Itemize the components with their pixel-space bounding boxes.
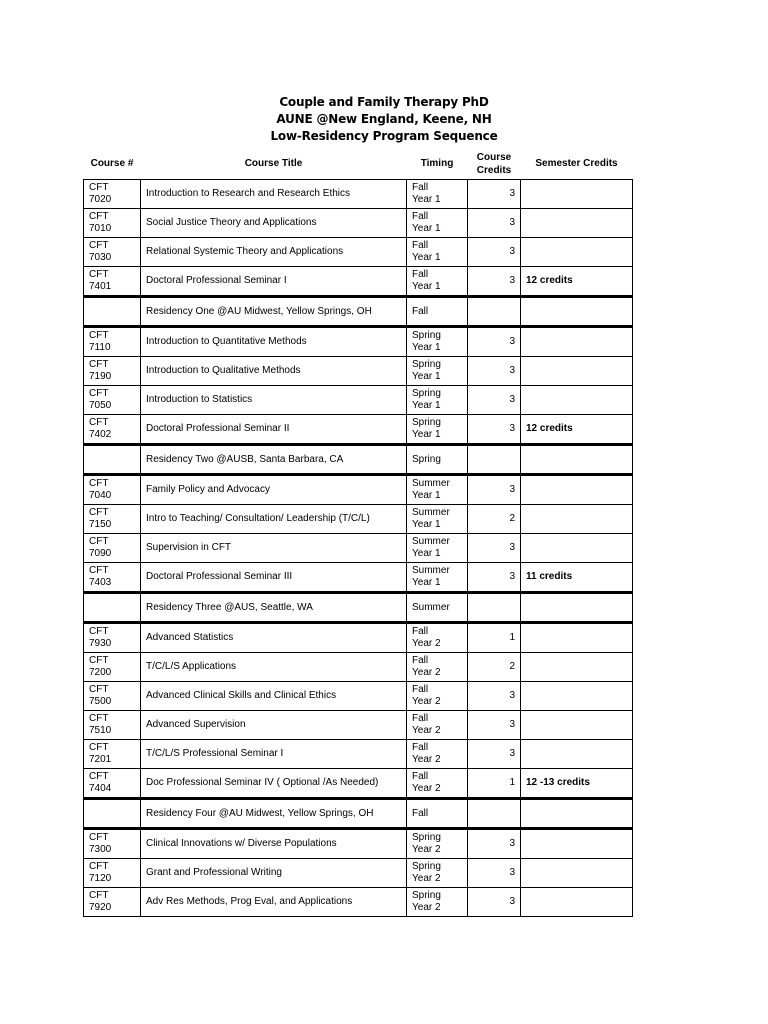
cell-semester-credits bbox=[521, 859, 633, 888]
cell-course-credits: 3 bbox=[468, 415, 521, 445]
cell-course-number: CFT 7510 bbox=[84, 711, 141, 740]
cell-timing: Spring Year 2 bbox=[407, 888, 468, 917]
cell-semester-credits bbox=[521, 740, 633, 769]
cell-timing: Summer Year 1 bbox=[407, 475, 468, 505]
cell-course-number bbox=[84, 445, 141, 475]
cell-course-credits bbox=[468, 297, 521, 327]
cell-timing: Summer Year 1 bbox=[407, 563, 468, 593]
cell-semester-credits bbox=[521, 653, 633, 682]
cell-course-credits: 3 bbox=[468, 357, 521, 386]
table-row bbox=[84, 888, 633, 917]
cell-course-title: Introduction to Research and Research Ethics bbox=[141, 180, 407, 209]
cell-course-credits: 3 bbox=[468, 829, 521, 859]
cell-timing: Spring Year 1 bbox=[407, 327, 468, 357]
cell-semester-credits bbox=[521, 297, 633, 327]
table-row bbox=[84, 475, 633, 505]
document-title bbox=[0, 94, 768, 145]
cell-course-number bbox=[84, 799, 141, 829]
cell-course-title: Residency Four @AU Midwest, Yellow Springs, OH bbox=[141, 799, 407, 829]
cell-course-title: Residency One @AU Midwest, Yellow Springs, OH bbox=[141, 297, 407, 327]
cell-timing: Spring Year 2 bbox=[407, 859, 468, 888]
cell-timing: Fall Year 1 bbox=[407, 209, 468, 238]
cell-course-title: Grant and Professional Writing bbox=[141, 859, 407, 888]
title-location: AUNE @New England, Keene, NH bbox=[276, 112, 492, 126]
cell-course-title: Advanced Supervision bbox=[141, 711, 407, 740]
cell-timing: Fall Year 1 bbox=[407, 267, 468, 297]
cell-course-number: CFT 7200 bbox=[84, 653, 141, 682]
table-body bbox=[84, 180, 633, 917]
cell-semester-credits bbox=[521, 623, 633, 653]
cell-semester-credits bbox=[521, 534, 633, 563]
cell-course-number: CFT 7040 bbox=[84, 475, 141, 505]
cell-course-number bbox=[84, 593, 141, 623]
cell-course-title: Doc Professional Seminar IV ( Optional /As Needed) bbox=[141, 769, 407, 799]
table-row bbox=[84, 534, 633, 563]
cell-course-number: CFT 7020 bbox=[84, 180, 141, 209]
cell-timing: Spring bbox=[407, 445, 468, 475]
cell-course-credits bbox=[468, 593, 521, 623]
cell-course-title: Doctoral Professional Seminar III bbox=[141, 563, 407, 593]
cell-course-credits: 3 bbox=[468, 386, 521, 415]
cell-course-credits: 3 bbox=[468, 267, 521, 297]
table-row bbox=[84, 180, 633, 209]
cell-course-credits: 3 bbox=[468, 682, 521, 711]
cell-timing: Fall Year 2 bbox=[407, 740, 468, 769]
header-semester-credits: Semester Credits bbox=[535, 158, 618, 169]
cell-semester-credits bbox=[521, 180, 633, 209]
cell-course-title: Doctoral Professional Seminar I bbox=[141, 267, 407, 297]
cell-timing: Fall Year 2 bbox=[407, 682, 468, 711]
cell-course-title: Intro to Teaching/ Consultation/ Leadership (T/C/L) bbox=[141, 505, 407, 534]
cell-semester-credits: 12 credits bbox=[521, 415, 633, 445]
table-row bbox=[84, 505, 633, 534]
cell-course-number: CFT 7110 bbox=[84, 327, 141, 357]
cell-course-credits: 3 bbox=[468, 475, 521, 505]
cell-course-number: CFT 7010 bbox=[84, 209, 141, 238]
cell-course-number bbox=[84, 297, 141, 327]
cell-semester-credits bbox=[521, 238, 633, 267]
cell-course-title: Family Policy and Advocacy bbox=[141, 475, 407, 505]
cell-course-title: Relational Systemic Theory and Applications bbox=[141, 238, 407, 267]
header-course-title: Course Title bbox=[244, 158, 303, 169]
cell-course-credits: 2 bbox=[468, 505, 521, 534]
cell-course-title: Supervision in CFT bbox=[141, 534, 407, 563]
cell-course-credits: 3 bbox=[468, 859, 521, 888]
cell-timing: Fall bbox=[407, 799, 468, 829]
table-row bbox=[84, 711, 633, 740]
table-row bbox=[84, 327, 633, 357]
cell-semester-credits: 12 credits bbox=[521, 267, 633, 297]
cell-course-credits: 3 bbox=[468, 327, 521, 357]
residency-row bbox=[84, 799, 633, 829]
cell-semester-credits bbox=[521, 593, 633, 623]
residency-row bbox=[84, 593, 633, 623]
cell-course-title: T/C/L/S Applications bbox=[141, 653, 407, 682]
header-row bbox=[84, 148, 633, 180]
cell-course-credits: 2 bbox=[468, 653, 521, 682]
table-row bbox=[84, 209, 633, 238]
cell-semester-credits bbox=[521, 505, 633, 534]
cell-course-credits: 3 bbox=[468, 563, 521, 593]
cell-semester-credits bbox=[521, 888, 633, 917]
cell-timing: Spring Year 1 bbox=[407, 415, 468, 445]
cell-course-title: Advanced Statistics bbox=[141, 623, 407, 653]
cell-timing: Spring Year 2 bbox=[407, 829, 468, 859]
cell-course-title: Advanced Clinical Skills and Clinical Ethics bbox=[141, 682, 407, 711]
table-row bbox=[84, 859, 633, 888]
table-row bbox=[84, 623, 633, 653]
cell-course-title: Introduction to Statistics bbox=[141, 386, 407, 415]
cell-course-number: CFT 7404 bbox=[84, 769, 141, 799]
table-row bbox=[84, 415, 633, 445]
cell-course-number: CFT 7500 bbox=[84, 682, 141, 711]
table-row bbox=[84, 267, 633, 297]
title-sequence: Low-Residency Program Sequence bbox=[270, 129, 498, 143]
program-sequence-table bbox=[83, 148, 633, 917]
cell-semester-credits bbox=[521, 475, 633, 505]
cell-timing: Fall Year 2 bbox=[407, 653, 468, 682]
cell-course-number: CFT 7050 bbox=[84, 386, 141, 415]
cell-course-credits: 3 bbox=[468, 534, 521, 563]
cell-course-title: Doctoral Professional Seminar II bbox=[141, 415, 407, 445]
cell-course-title: T/C/L/S Professional Seminar I bbox=[141, 740, 407, 769]
cell-semester-credits bbox=[521, 711, 633, 740]
cell-course-title: Adv Res Methods, Prog Eval, and Applications bbox=[141, 888, 407, 917]
cell-course-credits: 1 bbox=[468, 769, 521, 799]
cell-timing: Fall bbox=[407, 297, 468, 327]
cell-semester-credits bbox=[521, 386, 633, 415]
cell-semester-credits bbox=[521, 357, 633, 386]
cell-timing: Fall Year 2 bbox=[407, 711, 468, 740]
cell-timing: Summer Year 1 bbox=[407, 505, 468, 534]
table-header bbox=[84, 148, 633, 180]
cell-course-credits: 3 bbox=[468, 180, 521, 209]
table-row bbox=[84, 829, 633, 859]
cell-course-number: CFT 7920 bbox=[84, 888, 141, 917]
cell-timing: Fall Year 1 bbox=[407, 180, 468, 209]
cell-course-credits: 3 bbox=[468, 711, 521, 740]
cell-course-title: Introduction to Qualitative Methods bbox=[141, 357, 407, 386]
cell-course-credits: 3 bbox=[468, 238, 521, 267]
cell-course-title: Introduction to Quantitative Methods bbox=[141, 327, 407, 357]
cell-course-credits: 3 bbox=[468, 888, 521, 917]
cell-course-title: Social Justice Theory and Applications bbox=[141, 209, 407, 238]
cell-course-number: CFT 7401 bbox=[84, 267, 141, 297]
cell-timing: Spring Year 1 bbox=[407, 357, 468, 386]
cell-course-number: CFT 7030 bbox=[84, 238, 141, 267]
residency-row bbox=[84, 297, 633, 327]
cell-timing: Fall Year 1 bbox=[407, 238, 468, 267]
cell-course-number: CFT 7090 bbox=[84, 534, 141, 563]
cell-course-credits: 3 bbox=[468, 740, 521, 769]
cell-timing: Summer bbox=[407, 593, 468, 623]
cell-course-title: Clinical Innovations w/ Diverse Populations bbox=[141, 829, 407, 859]
table-row bbox=[84, 238, 633, 267]
cell-course-number: CFT 7201 bbox=[84, 740, 141, 769]
header-course-number: Course # bbox=[90, 158, 134, 169]
cell-course-number: CFT 7300 bbox=[84, 829, 141, 859]
table-row bbox=[84, 386, 633, 415]
cell-timing: Summer Year 1 bbox=[407, 534, 468, 563]
table-row bbox=[84, 769, 633, 799]
cell-course-number: CFT 7402 bbox=[84, 415, 141, 445]
cell-course-number: CFT 7150 bbox=[84, 505, 141, 534]
table-row bbox=[84, 653, 633, 682]
cell-course-credits bbox=[468, 445, 521, 475]
cell-course-number: CFT 7120 bbox=[84, 859, 141, 888]
table-row bbox=[84, 740, 633, 769]
cell-timing: Fall Year 2 bbox=[407, 769, 468, 799]
cell-semester-credits bbox=[521, 682, 633, 711]
cell-course-credits bbox=[468, 799, 521, 829]
cell-course-number: CFT 7403 bbox=[84, 563, 141, 593]
cell-semester-credits bbox=[521, 445, 633, 475]
cell-semester-credits bbox=[521, 829, 633, 859]
cell-semester-credits: 11 credits bbox=[521, 563, 633, 593]
cell-semester-credits: 12 -13 credits bbox=[521, 769, 633, 799]
table-row bbox=[84, 357, 633, 386]
cell-course-number: CFT 7930 bbox=[84, 623, 141, 653]
residency-row bbox=[84, 445, 633, 475]
cell-course-title: Residency Three @AUS, Seattle, WA bbox=[141, 593, 407, 623]
header-timing: Timing bbox=[420, 158, 454, 169]
header-course-credits: Course Credits bbox=[476, 151, 512, 176]
cell-semester-credits bbox=[521, 209, 633, 238]
cell-course-credits: 1 bbox=[468, 623, 521, 653]
title-program: Couple and Family Therapy PhD bbox=[279, 95, 489, 109]
cell-course-title: Residency Two @AUSB, Santa Barbara, CA bbox=[141, 445, 407, 475]
cell-course-credits: 3 bbox=[468, 209, 521, 238]
cell-timing: Spring Year 1 bbox=[407, 386, 468, 415]
cell-semester-credits bbox=[521, 327, 633, 357]
cell-timing: Fall Year 2 bbox=[407, 623, 468, 653]
table-row bbox=[84, 682, 633, 711]
cell-course-number: CFT 7190 bbox=[84, 357, 141, 386]
cell-semester-credits bbox=[521, 799, 633, 829]
table-row bbox=[84, 563, 633, 593]
